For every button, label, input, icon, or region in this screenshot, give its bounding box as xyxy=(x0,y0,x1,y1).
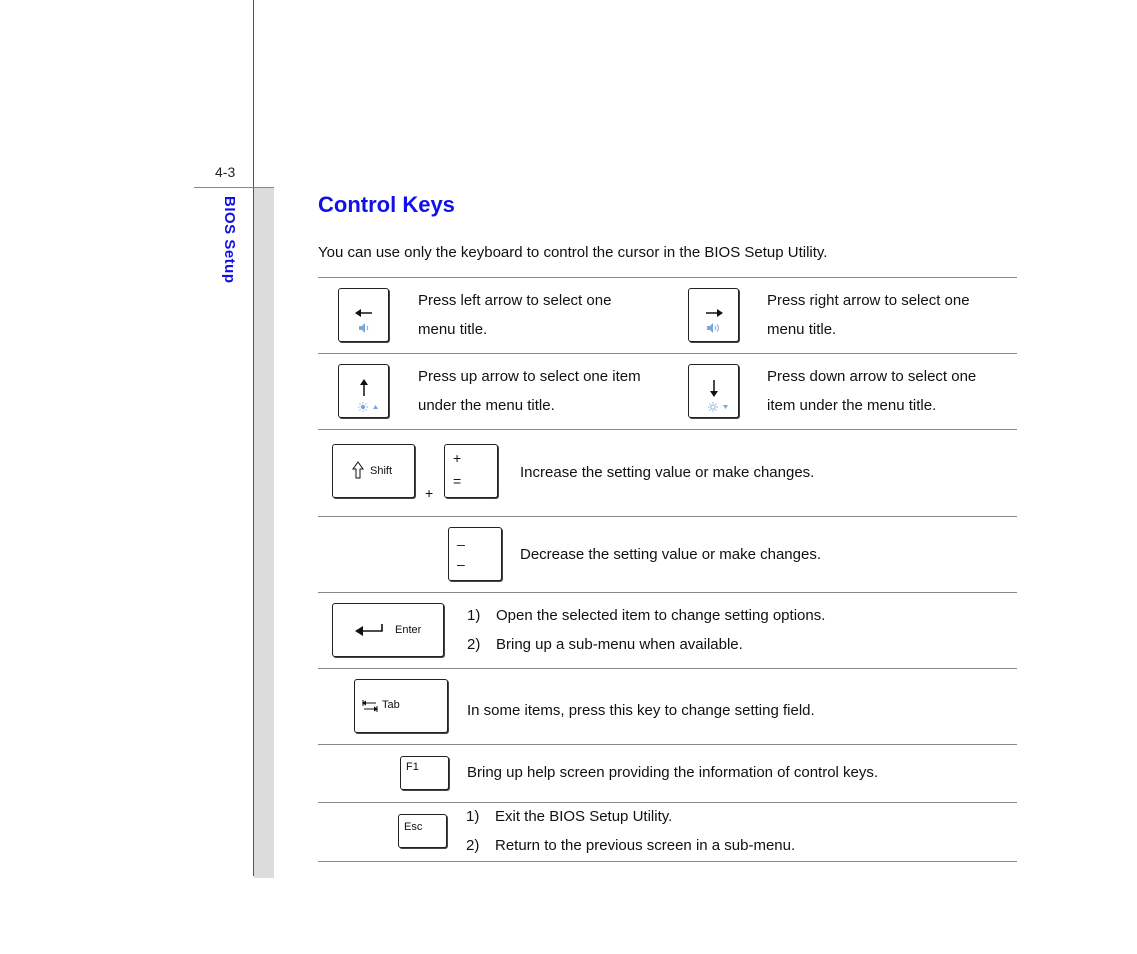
tab-key xyxy=(354,679,448,733)
esc-item2-number: 2) xyxy=(466,837,480,854)
minus-key-desc: Decrease the setting value or make changes. xyxy=(520,546,822,563)
up-arrow-icon xyxy=(359,379,369,397)
intro-text: You can use only the keyboard to control the cursor in the BIOS Setup Utility. xyxy=(318,244,828,261)
row-divider xyxy=(318,353,1017,354)
row-divider xyxy=(318,277,1017,278)
right-arrow-icon xyxy=(705,308,723,318)
tab-key-label: Tab xyxy=(382,699,400,711)
minus-key-top: _ xyxy=(457,530,465,546)
section-title: BIOS Setup xyxy=(221,196,238,284)
up-key-desc-line1: Press up arrow to select one item xyxy=(418,368,641,385)
esc-item2-text: Return to the previous screen in a sub-menu. xyxy=(495,837,796,854)
brightness-down-icon xyxy=(708,402,730,412)
sidebar-band xyxy=(254,188,274,878)
minus-key-bottom: – xyxy=(457,556,465,572)
plus-key xyxy=(444,444,498,498)
right-arrow-key xyxy=(688,288,739,342)
volume-icon xyxy=(358,323,372,333)
down-arrow-key xyxy=(688,364,739,418)
left-arrow-key xyxy=(338,288,389,342)
enter-item2-number: 2) xyxy=(467,636,481,653)
brightness-up-icon xyxy=(358,402,380,412)
f1-key-label: F1 xyxy=(406,761,419,773)
row-divider xyxy=(318,429,1017,430)
shift-key xyxy=(332,444,415,498)
left-key-desc-line1: Press left arrow to select one xyxy=(418,292,612,309)
enter-item1-text: Open the selected item to change setting options. xyxy=(496,607,826,624)
key-combo-plus: + xyxy=(425,485,434,501)
plus-key-top: + xyxy=(453,450,462,466)
row-divider xyxy=(318,744,1017,745)
tab-arrows-icon xyxy=(362,699,378,713)
minus-key xyxy=(448,527,502,581)
enter-arrow-icon xyxy=(355,623,383,637)
down-arrow-icon xyxy=(709,379,719,397)
plus-key-bottom: = xyxy=(453,473,462,489)
enter-key-label: Enter xyxy=(395,624,422,636)
enter-item1-number: 1) xyxy=(467,607,481,624)
shift-key-label: Shift xyxy=(370,465,393,477)
page-title: Control Keys xyxy=(318,192,455,217)
right-key-desc-line2: menu title. xyxy=(767,321,837,338)
right-key-desc-line1: Press right arrow to select one xyxy=(767,292,970,309)
esc-key xyxy=(398,814,447,848)
row-divider xyxy=(318,592,1017,593)
shift-arrow-icon xyxy=(352,461,364,479)
up-arrow-key xyxy=(338,364,389,418)
esc-item1-number: 1) xyxy=(466,808,480,825)
enter-item2-text: Bring up a sub-menu when available. xyxy=(496,636,743,653)
tab-key-desc: In some items, press this key to change setting field. xyxy=(467,702,815,719)
up-key-desc-line2: under the menu title. xyxy=(418,397,555,414)
left-key-desc-line2: menu title. xyxy=(418,321,488,338)
esc-item1-text: Exit the BIOS Setup Utility. xyxy=(495,808,673,825)
plus-key-desc: Increase the setting value or make changes. xyxy=(520,464,815,481)
down-key-desc-line1: Press down arrow to select one xyxy=(767,368,977,385)
volume-up-icon xyxy=(706,323,723,333)
f1-key-desc: Bring up help screen providing the information of control keys. xyxy=(467,764,879,781)
page-number: 4-3 xyxy=(215,164,236,180)
esc-key-label: Esc xyxy=(404,821,423,833)
f1-key xyxy=(400,756,449,790)
page-number-rule xyxy=(194,187,274,188)
row-divider xyxy=(318,516,1017,517)
down-key-desc-line2: item under the menu title. xyxy=(767,397,937,414)
row-divider xyxy=(318,861,1017,862)
left-arrow-icon xyxy=(355,308,373,318)
row-divider xyxy=(318,668,1017,669)
enter-key xyxy=(332,603,444,657)
